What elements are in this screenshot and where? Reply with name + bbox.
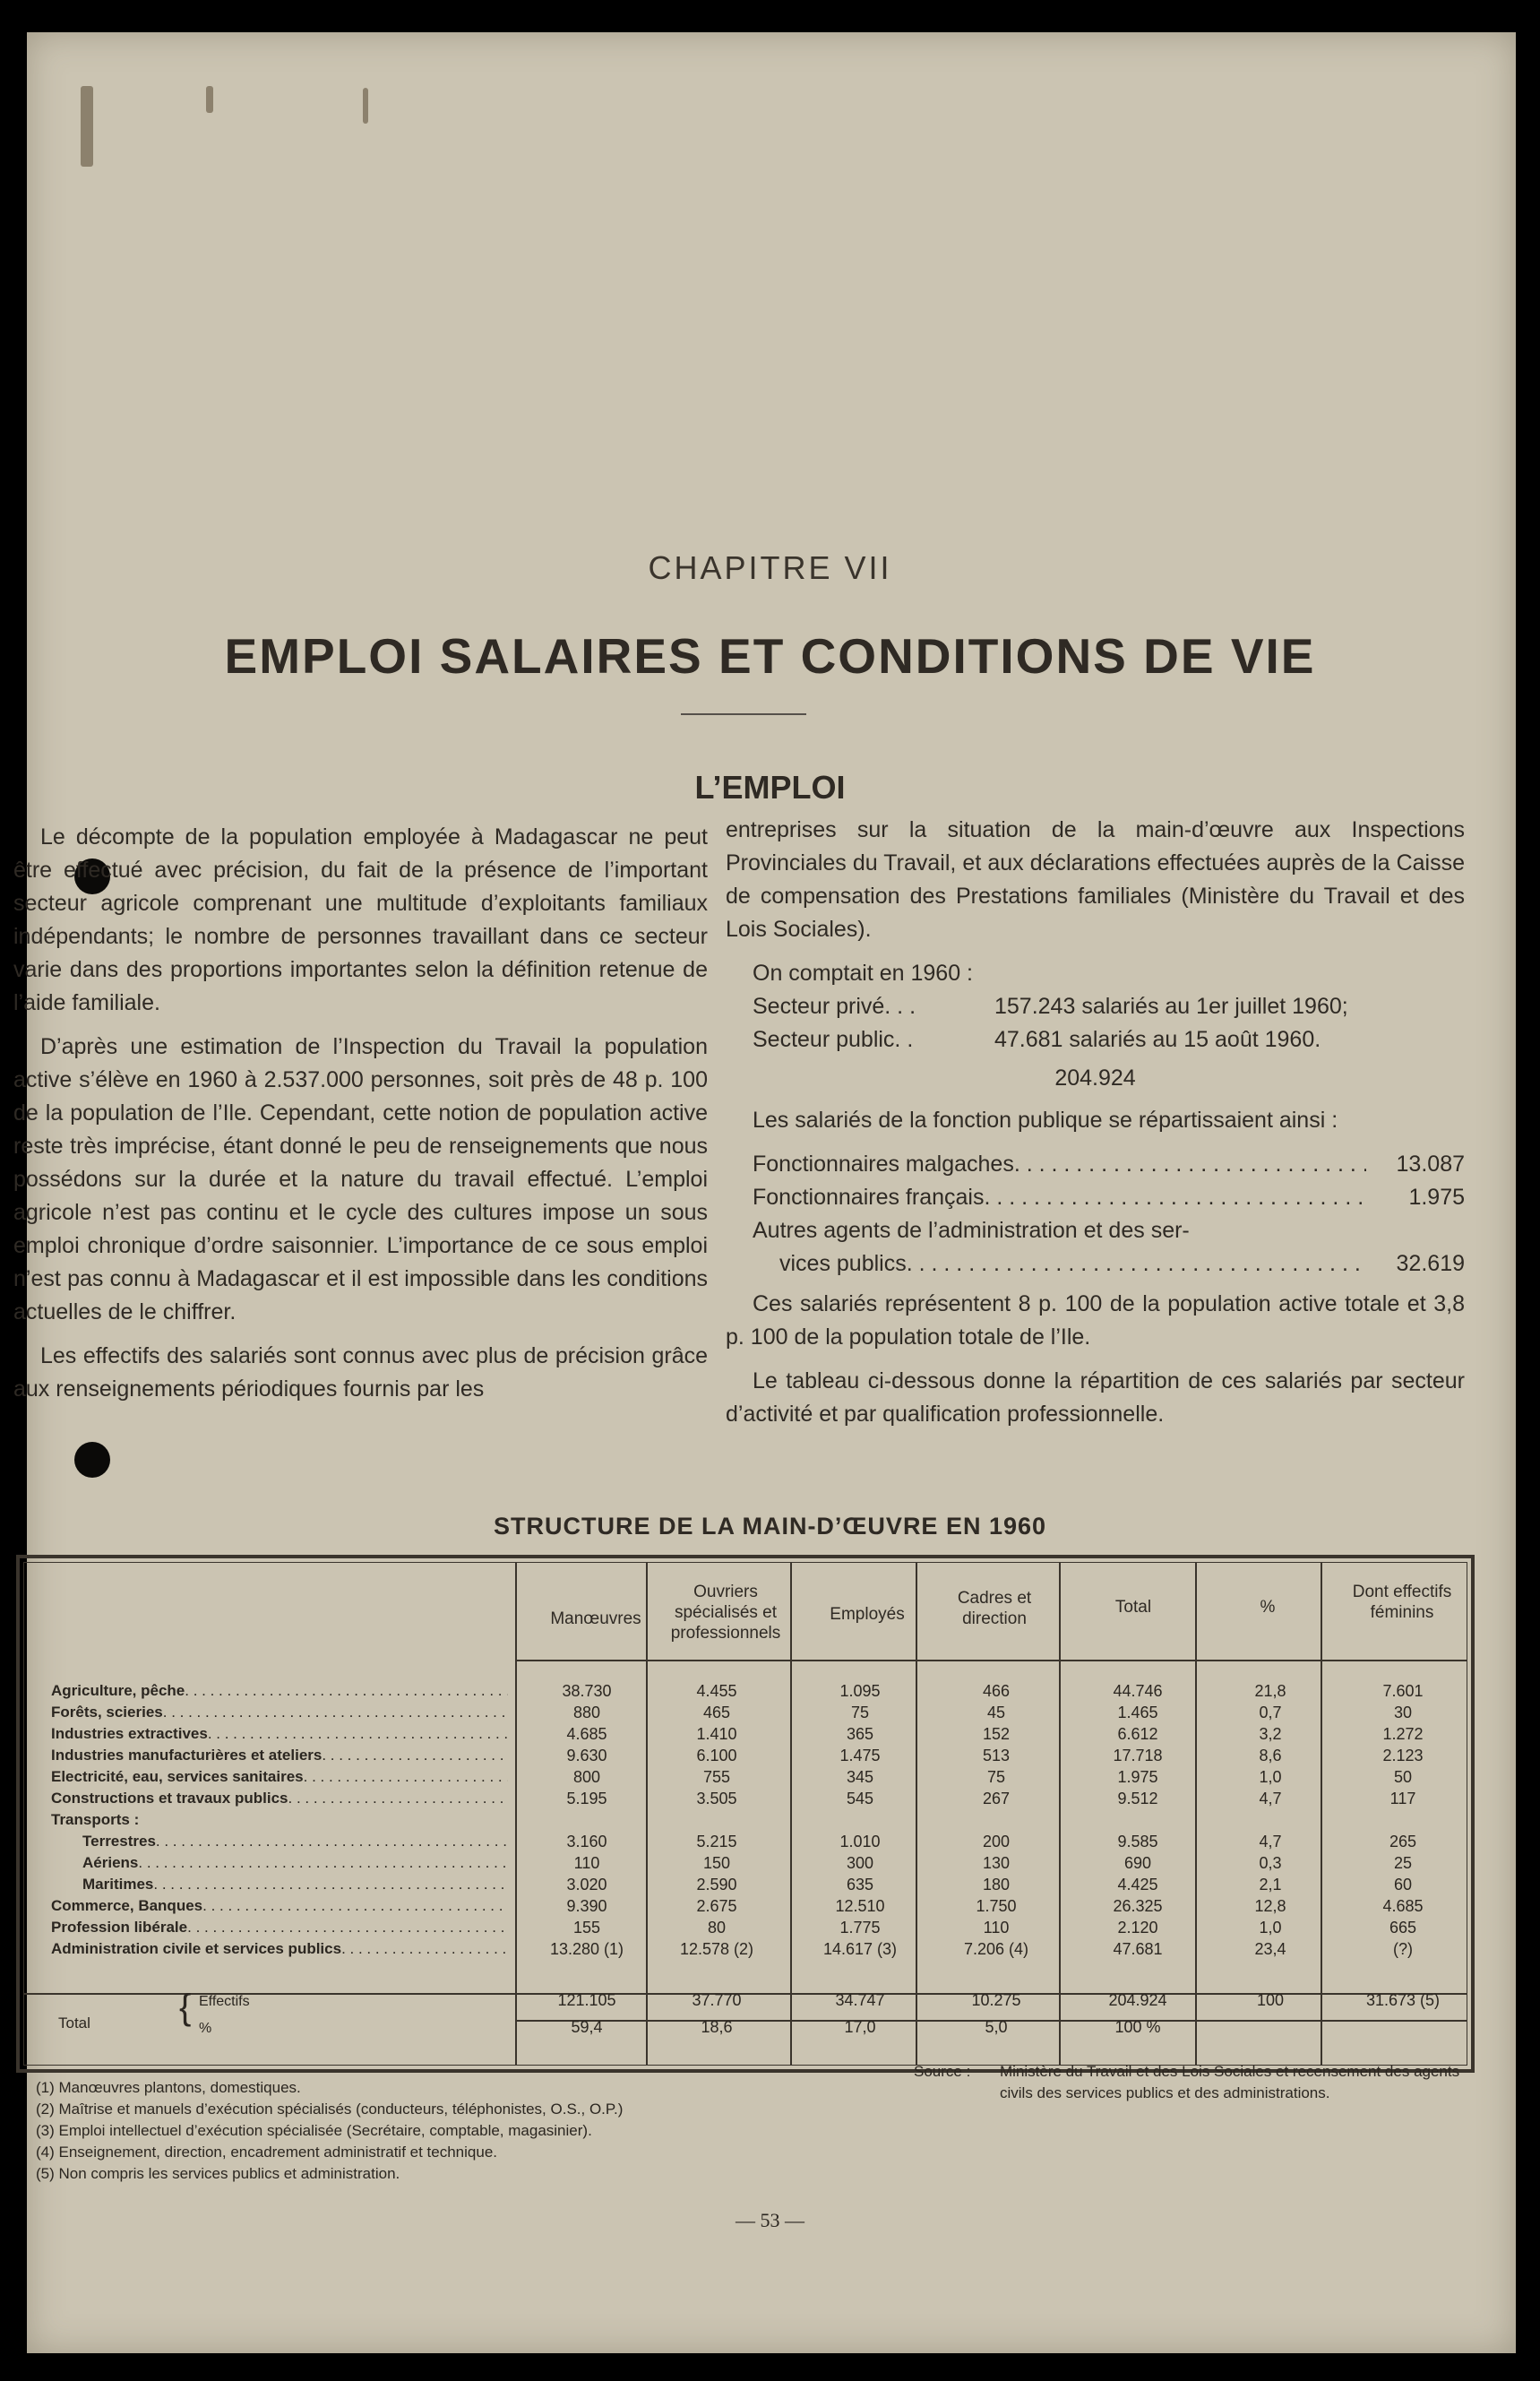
leader-dots bbox=[156, 1831, 508, 1852]
table-cell: 26.325 bbox=[1113, 1897, 1163, 1915]
table-cell: 155 bbox=[572, 1919, 601, 1937]
col-header: % bbox=[1260, 1598, 1276, 1617]
leader-dots bbox=[1014, 1148, 1366, 1181]
paragraph: entreprises sur la situation de la main-d’œuvre aux Inspections Provinciales du Travail, et aux déclarations effectuées auprès de la Caisse de compensation des Prestations familiales (Ministère du Travail et des Lois Sociales). bbox=[726, 817, 1465, 942]
row-label: Profession libérale bbox=[51, 1919, 188, 1936]
table-cell: 2.123 bbox=[1382, 1747, 1424, 1764]
total-effectifs-cell: 100 bbox=[1256, 1991, 1285, 2009]
table-cell: 80 bbox=[707, 1919, 727, 1937]
table-cell: 0,3 bbox=[1259, 1854, 1282, 1872]
value-column bbox=[797, 1680, 923, 1960]
row-labels bbox=[51, 1680, 508, 1960]
table-title: STRUCTURE DE LA MAIN-D’ŒUVRE EN 1960 bbox=[493, 1513, 1047, 1540]
table-cell: 200 bbox=[982, 1833, 1011, 1850]
table-cell: 1.750 bbox=[976, 1897, 1017, 1915]
paragraph: Les salariés de la fonction publique se répartissaient ainsi : bbox=[753, 1108, 1338, 1133]
row-label: Forêts, scieries bbox=[51, 1704, 163, 1721]
row-label: Maritimes bbox=[82, 1876, 154, 1893]
table-cell: 4.455 bbox=[696, 1682, 737, 1700]
leader-dots bbox=[304, 1766, 508, 1788]
col-header: Manœuvres bbox=[550, 1609, 641, 1628]
table-cell: 9.585 bbox=[1117, 1833, 1158, 1850]
leader-dots bbox=[187, 1917, 508, 1938]
footnote: (1) Manœuvres plantons, domestiques. bbox=[36, 2079, 301, 2096]
col-header: Dont effectifs féminins bbox=[1352, 1583, 1452, 1622]
title-divider bbox=[681, 713, 806, 715]
chapter-label: CHAPITRE VII bbox=[648, 549, 892, 586]
source-note bbox=[914, 2061, 1487, 2104]
table-cell: 1.272 bbox=[1382, 1725, 1424, 1743]
punch-hole bbox=[74, 1442, 110, 1478]
table-cell: 1.410 bbox=[696, 1725, 737, 1743]
table-cell: 7.601 bbox=[1382, 1682, 1424, 1700]
table-row-label bbox=[51, 1766, 508, 1788]
civil-servants-french bbox=[726, 1181, 1465, 1214]
table-cell: 38.730 bbox=[562, 1682, 612, 1700]
table-cell: 690 bbox=[1123, 1854, 1152, 1872]
total-effectifs-cell: 121.105 bbox=[557, 1991, 616, 2009]
lead-label: Fonctionnaires français bbox=[753, 1185, 985, 1210]
row-label: Industries extractives bbox=[51, 1725, 208, 1742]
total-pct-cell: 100 % bbox=[1114, 2018, 1161, 2036]
row-label: Electricité, eau, services sanitaires bbox=[51, 1768, 304, 1785]
civil-servants-malagasy bbox=[726, 1148, 1465, 1181]
footnote: (4) Enseignement, direction, encadrement administratif et technique. bbox=[36, 2144, 497, 2161]
table-cell: 110 bbox=[573, 1854, 600, 1872]
footnotes bbox=[36, 2077, 896, 2185]
row-label: Transports : bbox=[51, 1811, 140, 1828]
col-header: Cadres et direction bbox=[957, 1589, 1032, 1628]
table-cell: 265 bbox=[1389, 1833, 1417, 1850]
leader-dots bbox=[138, 1852, 508, 1874]
table-cell: 0,7 bbox=[1259, 1704, 1282, 1721]
row-label: Commerce, Banques bbox=[51, 1897, 203, 1914]
table-cell: 6.100 bbox=[696, 1747, 737, 1764]
pct-label: % bbox=[199, 2021, 212, 2036]
public-sector-value: 47.681 salariés au 15 août 1960. bbox=[994, 1027, 1321, 1052]
table-cell: 466 bbox=[982, 1682, 1011, 1700]
brace-glyph: { bbox=[179, 1988, 192, 2027]
table-cell: 300 bbox=[846, 1854, 874, 1872]
table-row-label bbox=[51, 1723, 508, 1745]
table-cell: 3.160 bbox=[566, 1833, 607, 1850]
rust-stain bbox=[206, 86, 213, 113]
table-cell: 45 bbox=[986, 1704, 1006, 1721]
table-cell: 47.681 bbox=[1113, 1940, 1163, 1958]
footnote: (3) Emploi intellectuel d’exécution spécialisée (Secrétaire, comptable, magasinier). bbox=[36, 2122, 592, 2139]
value-column bbox=[1075, 1680, 1200, 1960]
table-cell: 4.685 bbox=[1382, 1897, 1424, 1915]
col-header: Total bbox=[1114, 1598, 1152, 1617]
table-cell: 8,6 bbox=[1259, 1747, 1282, 1764]
leader-dots bbox=[322, 1745, 508, 1766]
table-cell: 4,7 bbox=[1259, 1833, 1282, 1850]
table-cell: 1.775 bbox=[839, 1919, 881, 1937]
paragraph: Les effectifs des salariés sont connus avec plus de précision grâce aux renseignements périodiques fournis par les bbox=[13, 1343, 708, 1402]
public-sector-line bbox=[726, 1023, 1465, 1057]
table-cell: 60 bbox=[1393, 1876, 1413, 1894]
table-cell: 545 bbox=[846, 1790, 874, 1807]
leader-dots bbox=[341, 1938, 508, 1960]
table-cell bbox=[797, 1809, 923, 1831]
table-cell bbox=[524, 1809, 650, 1831]
column-divider bbox=[515, 1563, 517, 2065]
table-cell: 1,0 bbox=[1259, 1919, 1282, 1937]
table-cell: 267 bbox=[982, 1790, 1011, 1807]
table-row-label bbox=[51, 1680, 508, 1702]
table-cell: 365 bbox=[846, 1725, 874, 1743]
table-cell bbox=[654, 1809, 779, 1831]
table-cell: 50 bbox=[1393, 1768, 1413, 1786]
table-cell bbox=[1075, 1809, 1200, 1831]
other-agents bbox=[726, 1247, 1465, 1281]
table-row-label bbox=[51, 1745, 508, 1766]
value-column bbox=[933, 1680, 1059, 1960]
lead-value: 1.975 bbox=[1408, 1185, 1465, 1210]
table-cell: 1.475 bbox=[839, 1747, 881, 1764]
table-cell: 800 bbox=[572, 1768, 601, 1786]
table-cell: 30 bbox=[1393, 1704, 1413, 1721]
private-sector-value: 157.243 salariés au 1er juillet 1960; bbox=[994, 994, 1348, 1019]
count-intro: On comptait en 1960 : bbox=[753, 961, 973, 986]
table-cell: 513 bbox=[982, 1747, 1011, 1764]
table-row-label bbox=[51, 1702, 508, 1723]
table-cell: 1.095 bbox=[839, 1682, 881, 1700]
rust-stain bbox=[81, 86, 93, 167]
lead-value: 13.087 bbox=[1396, 1152, 1465, 1177]
row-label: Aériens bbox=[82, 1854, 139, 1871]
table-row-label bbox=[51, 1809, 508, 1831]
value-column bbox=[654, 1680, 779, 1960]
table-row-label bbox=[51, 1938, 508, 1960]
total-effectifs-cell: 37.770 bbox=[692, 1991, 742, 2009]
paragraph: Ces salariés représentent 8 p. 100 de la population active totale et 3,8 p. 100 de la population totale de l’Ile. bbox=[726, 1291, 1465, 1350]
table-cell: 1.975 bbox=[1117, 1768, 1158, 1786]
public-sector-label: Secteur public. . bbox=[753, 1027, 914, 1052]
table-cell: 345 bbox=[846, 1768, 874, 1786]
other-agents-label-line: Autres agents de l’administration et des ser- bbox=[753, 1218, 1190, 1243]
table-row-label bbox=[51, 1874, 508, 1895]
col-header: Employés bbox=[830, 1605, 905, 1624]
page-number: — 53 — bbox=[736, 2209, 804, 2231]
table-cell: 1.010 bbox=[839, 1833, 881, 1850]
table-cell: 755 bbox=[702, 1768, 731, 1786]
column-divider bbox=[1059, 1563, 1061, 2065]
table-cell: 13.280 (1) bbox=[549, 1940, 624, 1958]
table-cell: 152 bbox=[982, 1725, 1011, 1743]
table-cell: 44.746 bbox=[1113, 1682, 1163, 1700]
section-title: L’EMPLOI bbox=[694, 769, 846, 806]
table-cell: 665 bbox=[1389, 1919, 1417, 1937]
table-cell: 150 bbox=[702, 1854, 731, 1872]
table-cell: 110 bbox=[983, 1919, 1010, 1937]
table-cell: 4.425 bbox=[1117, 1876, 1158, 1894]
lead-label: Fonctionnaires malgaches bbox=[753, 1152, 1014, 1177]
table-cell: 17.718 bbox=[1113, 1747, 1163, 1764]
paragraph: Le tableau ci-dessous donne la répartition de ces salariés par secteur d’activité et par qualification professionnelle. bbox=[726, 1368, 1465, 1427]
paragraph: D’après une estimation de l’Inspection du Travail la population active s’élève en 1960 à 2.537.000 personnes, soit près de 48 p. 100 de la population de l’Ile. Cependant, cette notion de population active reste très imprécise, étant donné le peu de renseignements que nous possédons sur la durée et la nature du travail effectué. L’emploi agricole n’est pas continu et le cycle des cultures impose un sous emploi chronique d’ordre saisonnier. L’importance de ce sous emploi n’est pas connu à Madagascar et il est impossible dans les conditions actuelles de le chiffrer. bbox=[13, 1034, 708, 1324]
row-label: Agriculture, pêche bbox=[51, 1682, 185, 1699]
footnote: (2) Maîtrise et manuels d’exécution spécialisés (conducteurs, téléphonistes, O.S., O.P.) bbox=[36, 2101, 624, 2118]
table-cell: 25 bbox=[1393, 1854, 1413, 1872]
table-cell: 23,4 bbox=[1254, 1940, 1286, 1958]
total-pct-cell: 5,0 bbox=[985, 2018, 1008, 2036]
table-cell: 7.206 (4) bbox=[963, 1940, 1029, 1958]
row-label: Terrestres bbox=[82, 1833, 156, 1850]
rust-stain bbox=[363, 88, 368, 124]
footnote: (5) Non compris les services publics et administration. bbox=[36, 2165, 400, 2182]
value-column bbox=[524, 1680, 650, 1960]
table-cell: 12,8 bbox=[1254, 1897, 1286, 1915]
table-cell: 2.675 bbox=[696, 1897, 737, 1915]
total-employees: 204.924 bbox=[1054, 1065, 1136, 1091]
table-cell: 2.590 bbox=[696, 1876, 737, 1894]
table-cell: 180 bbox=[982, 1876, 1011, 1894]
col-header: Ouvriers spécialisés et professionnels bbox=[670, 1583, 781, 1643]
table-cell: 5.195 bbox=[566, 1790, 607, 1807]
source-text: Ministère du Travail et des Lois Sociales et recensement des agents civils des services publics et des administrations. bbox=[1000, 2063, 1460, 2101]
leader-dots bbox=[907, 1247, 1366, 1281]
table-cell: (?) bbox=[1393, 1940, 1413, 1958]
total-pct-cell: 18,6 bbox=[701, 2018, 733, 2036]
table-cell: 12.510 bbox=[835, 1897, 885, 1915]
leader-dots bbox=[163, 1702, 508, 1723]
total-effectifs-cell: 204.924 bbox=[1108, 1991, 1167, 2009]
leader-dots bbox=[288, 1788, 509, 1809]
table-cell: 21,8 bbox=[1254, 1682, 1286, 1700]
table-cell: 880 bbox=[572, 1704, 601, 1721]
leader-dots bbox=[208, 1723, 508, 1745]
table-row-label bbox=[51, 1917, 508, 1938]
table-cell: 635 bbox=[846, 1876, 874, 1894]
table-cell bbox=[1340, 1809, 1466, 1831]
table-cell: 75 bbox=[986, 1768, 1006, 1786]
table-cell: 117 bbox=[1389, 1790, 1416, 1807]
table-row-label bbox=[51, 1788, 508, 1809]
table-row-label bbox=[51, 1831, 508, 1852]
total-effectifs-cell: 34.747 bbox=[835, 1991, 885, 2009]
table-cell: 3,2 bbox=[1259, 1725, 1282, 1743]
table-cell: 4.685 bbox=[566, 1725, 607, 1743]
total-label: Total bbox=[58, 2014, 90, 2032]
table-row-label bbox=[51, 1852, 508, 1874]
table-cell: 2.120 bbox=[1117, 1919, 1158, 1937]
table-cell: 5.215 bbox=[696, 1833, 737, 1850]
header-rule bbox=[515, 1660, 1467, 1661]
table-cell: 1,0 bbox=[1259, 1768, 1282, 1786]
table-cell: 465 bbox=[702, 1704, 731, 1721]
table-cell: 2,1 bbox=[1259, 1876, 1282, 1894]
leader-dots bbox=[984, 1181, 1366, 1214]
effectifs-label: Effectifs bbox=[199, 1994, 250, 2009]
private-sector-line bbox=[726, 990, 1465, 1023]
source-label: Source : bbox=[914, 2063, 971, 2080]
leader-dots bbox=[153, 1874, 508, 1895]
table-cell: 14.617 (3) bbox=[822, 1940, 898, 1958]
table-row-label bbox=[51, 1895, 508, 1917]
row-label: Constructions et travaux publics bbox=[51, 1790, 288, 1807]
value-column bbox=[1208, 1680, 1333, 1960]
private-sector-label: Secteur privé. . . bbox=[753, 994, 916, 1019]
lead-value: 32.619 bbox=[1396, 1251, 1465, 1276]
total-pct-cell: 17,0 bbox=[844, 2018, 876, 2036]
table-cell bbox=[1208, 1809, 1333, 1831]
total-effectifs-cell: 31.673 (5) bbox=[1365, 1991, 1441, 2009]
leader-dots bbox=[185, 1680, 508, 1702]
value-column bbox=[1340, 1680, 1466, 1960]
lead-label: vices publics bbox=[779, 1251, 907, 1276]
leader-dots bbox=[202, 1895, 508, 1917]
table-cell: 1.465 bbox=[1117, 1704, 1158, 1721]
total-effectifs-cell: 10.275 bbox=[971, 1991, 1021, 2009]
total-pct-cell: 59,4 bbox=[571, 2018, 603, 2036]
paragraph: Le décompte de la population employée à Madagascar ne peut être effectué avec précision, du fait de la présence de l’important secteur agricole comprenant une multitude d’exploitants familiaux indépendants; le nombre de personnes travaillant dans ce secteur varie dans des proportions importantes selon la définition retenue de l’aide familiale. bbox=[13, 824, 708, 1015]
table-cell: 9.512 bbox=[1117, 1790, 1158, 1807]
table-cell: 12.578 (2) bbox=[679, 1940, 754, 1958]
table-cell: 6.612 bbox=[1117, 1725, 1158, 1743]
table-cell: 130 bbox=[982, 1854, 1011, 1872]
table-cell bbox=[933, 1809, 1059, 1831]
table-cell: 3.020 bbox=[566, 1876, 607, 1894]
row-label: Administration civile et services publics bbox=[51, 1940, 342, 1957]
table-cell: 9.390 bbox=[566, 1897, 607, 1915]
left-column bbox=[13, 821, 708, 1417]
table-cell: 3.505 bbox=[696, 1790, 737, 1807]
page-title: EMPLOI SALAIRES ET CONDITIONS DE VIE bbox=[224, 628, 1316, 684]
right-column bbox=[726, 814, 1465, 1442]
table-cell: 75 bbox=[850, 1704, 870, 1721]
table-cell: 4,7 bbox=[1259, 1790, 1282, 1807]
row-label: Industries manufacturières et ateliers bbox=[51, 1747, 323, 1764]
table-cell: 9.630 bbox=[566, 1747, 607, 1764]
